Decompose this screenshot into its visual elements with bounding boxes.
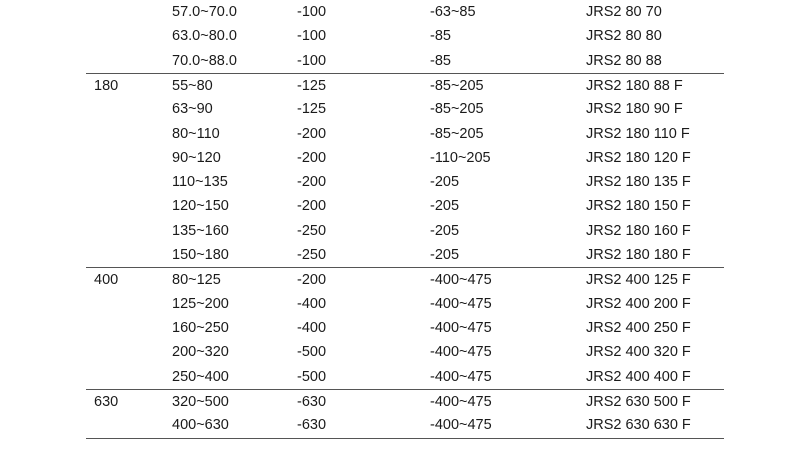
high-value-cell: -400~475 [430, 319, 492, 336]
table-row [86, 73, 724, 98]
high-value-cell: -400~475 [430, 393, 492, 410]
range-cell: 320~500 [172, 393, 229, 410]
table-row [86, 170, 724, 194]
low-value-cell: -100 [297, 28, 327, 45]
high-value-cell: -85~205 [430, 77, 484, 94]
size-cell: 180 [94, 77, 119, 94]
low-value-cell: -630 [297, 393, 327, 410]
low-value-cell: -200 [297, 174, 327, 191]
part-number-cell: JRS2 400 125 F [586, 272, 691, 289]
high-value-cell: -85~205 [430, 125, 484, 142]
range-cell: 63~90 [172, 101, 213, 118]
table-row [86, 146, 724, 170]
size-cell: 630 [94, 393, 119, 410]
table-row [86, 49, 724, 73]
range-cell: 110~135 [172, 174, 228, 191]
range-cell: 63.0~80.0 [172, 28, 237, 45]
low-value-cell: -200 [297, 149, 327, 166]
high-value-cell: -85 [430, 52, 451, 69]
part-number-cell: JRS2 180 120 F [586, 149, 691, 166]
high-value-cell: -85 [430, 28, 451, 45]
low-value-cell: -400 [297, 295, 327, 312]
range-cell: 57.0~70.0 [172, 4, 237, 20]
high-value-cell: -205 [430, 198, 460, 215]
range-cell: 160~250 [172, 319, 229, 336]
low-value-cell: -125 [297, 101, 327, 118]
range-cell: 400~630 [172, 417, 229, 434]
part-number-cell: JRS2 400 400 F [586, 368, 691, 385]
part-number-cell: JRS2 400 250 F [586, 319, 691, 336]
part-number-cell: JRS2 400 320 F [586, 344, 691, 361]
range-cell: 90~120 [172, 149, 221, 166]
table-row [86, 413, 724, 437]
size-cell: 400 [94, 272, 119, 289]
low-value-cell: -100 [297, 4, 327, 20]
part-number-cell: JRS2 80 70 [586, 4, 662, 20]
part-number-cell: JRS2 180 90 F [586, 101, 683, 118]
range-cell: 200~320 [172, 344, 229, 361]
part-number-cell: JRS2 180 160 F [586, 222, 691, 239]
range-cell: 70.0~88.0 [172, 52, 237, 69]
high-value-cell: -63~85 [430, 4, 476, 20]
low-value-cell: -500 [297, 368, 327, 385]
low-value-cell: -250 [297, 222, 327, 239]
part-number-cell: JRS2 180 110 F [586, 125, 690, 142]
range-cell: 125~200 [172, 295, 229, 312]
part-number-cell: JRS2 630 630 F [586, 417, 691, 434]
low-value-cell: -125 [297, 77, 327, 94]
table-row [86, 219, 724, 243]
table-bottom-rule [86, 438, 724, 439]
low-value-cell: -400 [297, 319, 327, 336]
low-value-cell: -500 [297, 344, 327, 361]
part-number-cell: JRS2 80 88 [586, 52, 662, 69]
high-value-cell: -400~475 [430, 368, 492, 385]
range-cell: 80~110 [172, 125, 220, 142]
part-number-cell: JRS2 400 200 F [586, 295, 691, 312]
table-row [86, 389, 724, 414]
range-cell: 120~150 [172, 198, 229, 215]
table-row [86, 194, 724, 218]
range-cell: 250~400 [172, 368, 229, 385]
low-value-cell: -250 [297, 247, 327, 263]
part-number-cell: JRS2 630 500 F [586, 393, 691, 410]
low-value-cell: -200 [297, 272, 327, 289]
part-number-cell: JRS2 180 180 F [586, 247, 691, 263]
range-cell: 80~125 [172, 272, 221, 289]
table-row [86, 292, 724, 316]
high-value-cell: -205 [430, 174, 460, 191]
part-number-cell: JRS2 180 88 F [586, 77, 683, 94]
high-value-cell: -205 [430, 222, 460, 239]
high-value-cell: -400~475 [430, 344, 492, 361]
table-row [86, 0, 724, 24]
high-value-cell: -400~475 [430, 272, 492, 289]
part-number-cell: JRS2 80 80 [586, 28, 662, 45]
low-value-cell: -100 [297, 52, 327, 69]
high-value-cell: -205 [430, 247, 460, 263]
high-value-cell: -400~475 [430, 417, 492, 434]
table-row [86, 243, 724, 267]
low-value-cell: -630 [297, 417, 327, 434]
range-cell: 150~180 [172, 247, 229, 263]
table-row [86, 340, 724, 364]
low-value-cell: -200 [297, 125, 327, 142]
high-value-cell: -110~205 [430, 149, 491, 166]
low-value-cell: -200 [297, 198, 327, 215]
table-row [86, 24, 724, 48]
high-value-cell: -400~475 [430, 295, 492, 312]
table-row [86, 316, 724, 340]
part-number-cell: JRS2 180 150 F [586, 198, 691, 215]
table-row [86, 365, 724, 389]
part-number-cell: JRS2 180 135 F [586, 174, 691, 191]
table-row [86, 122, 724, 146]
high-value-cell: -85~205 [430, 101, 484, 118]
range-cell: 55~80 [172, 77, 213, 94]
table-row [86, 267, 724, 292]
range-cell: 135~160 [172, 222, 229, 239]
table-row [86, 97, 724, 121]
